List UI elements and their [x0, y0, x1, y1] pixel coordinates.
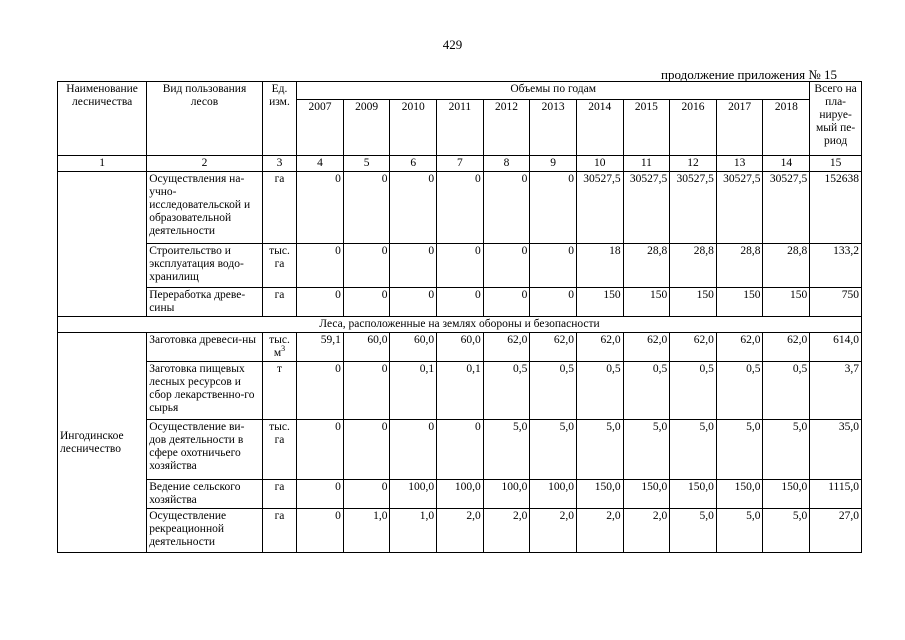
volume-value: 150,0: [623, 480, 670, 509]
header-use: Вид пользования лесов: [147, 82, 263, 156]
volume-value: 0,5: [716, 362, 763, 420]
unit-text: га: [274, 481, 285, 493]
table-row: [58, 333, 862, 362]
section-title: Леса, расположенные на землях обороны и безопасности: [58, 317, 862, 333]
volume-value: 28,8: [623, 244, 670, 288]
volume-value: 0: [530, 172, 577, 244]
unit: [262, 244, 296, 288]
unit-text: т: [276, 363, 282, 375]
forest-use-table: [57, 81, 862, 553]
column-number: 10: [576, 156, 623, 172]
volume-value: 0: [437, 420, 484, 480]
unit-text: га: [274, 510, 285, 522]
volume-value: 2,0: [483, 509, 530, 553]
volume-value: 0: [483, 244, 530, 288]
volume-value: 0: [390, 288, 437, 317]
header-year: 2009: [343, 100, 390, 156]
volume-value: 0: [343, 288, 390, 317]
volume-value: 0,5: [530, 362, 577, 420]
volume-value: 0: [297, 362, 344, 420]
volume-value: 0,5: [763, 362, 810, 420]
volume-value: 150,0: [763, 480, 810, 509]
use-type: Осуществление рекреационной деятельности: [147, 509, 263, 553]
header-year: 2018: [763, 100, 810, 156]
volume-value: 0,5: [576, 362, 623, 420]
volume-value: 5,0: [716, 509, 763, 553]
volume-value: 5,0: [670, 420, 717, 480]
volume-value: 2,0: [576, 509, 623, 553]
section-row: [58, 317, 862, 333]
volume-value: 100,0: [483, 480, 530, 509]
volume-value: 28,8: [716, 244, 763, 288]
volume-value: 0: [343, 420, 390, 480]
unit: [262, 420, 296, 480]
use-type: Заготовка пищевых лесных ресурсов и сбор лекарственно-го сырья: [147, 362, 263, 420]
header-year: 2010: [390, 100, 437, 156]
header-year: 2016: [670, 100, 717, 156]
volume-value: 0: [343, 362, 390, 420]
volume-value: 5,0: [530, 420, 577, 480]
page-number: 429: [442, 37, 463, 52]
volume-value: 62,0: [623, 333, 670, 362]
unit: [262, 333, 296, 362]
volume-value: 28,8: [763, 244, 810, 288]
volume-value: 5,0: [763, 420, 810, 480]
volume-value: 2,0: [530, 509, 577, 553]
forestry-name: [58, 172, 147, 317]
volume-value: 60,0: [390, 333, 437, 362]
use-type: Строительство и эксплуатация водо-хранилищ: [147, 244, 263, 288]
volume-value: 62,0: [716, 333, 763, 362]
volume-value: 0: [297, 480, 344, 509]
volume-value: 30527,5: [670, 172, 717, 244]
volume-value: 150,0: [576, 480, 623, 509]
volume-value: 30527,5: [716, 172, 763, 244]
header-volumes: Объемы по годам: [297, 82, 810, 100]
volume-value: 150: [670, 288, 717, 317]
volume-value: 59,1: [297, 333, 344, 362]
volume-value: 0: [297, 288, 344, 317]
column-number: 9: [530, 156, 577, 172]
volume-value: 0,5: [483, 362, 530, 420]
volume-value: 0: [437, 244, 484, 288]
unit-text: тыс. га: [269, 245, 290, 270]
header-unit: Ед. изм.: [262, 82, 296, 156]
unit: [262, 172, 296, 244]
table-row: [58, 244, 862, 288]
volume-value: 150: [716, 288, 763, 317]
volume-value: 62,0: [530, 333, 577, 362]
volume-value: 30527,5: [763, 172, 810, 244]
volume-value: 150,0: [716, 480, 763, 509]
volume-value: 0: [297, 509, 344, 553]
volume-value: 62,0: [763, 333, 810, 362]
volume-value: 5,0: [763, 509, 810, 553]
volume-value: 0: [437, 172, 484, 244]
use-type: Ведение сельского хозяйства: [147, 480, 263, 509]
volume-value: 0,5: [670, 362, 717, 420]
use-type: Заготовка древеси-ны: [147, 333, 263, 362]
total-value: 27,0: [810, 509, 862, 553]
volume-value: 5,0: [716, 420, 763, 480]
volume-value: 62,0: [483, 333, 530, 362]
volume-value: 30527,5: [576, 172, 623, 244]
total-value: 35,0: [810, 420, 862, 480]
forestry-name: Ингодинское лесничество: [58, 333, 147, 553]
volume-value: 5,0: [483, 420, 530, 480]
header-year: 2012: [483, 100, 530, 156]
column-number: 2: [147, 156, 263, 172]
volume-value: 0: [390, 244, 437, 288]
volume-value: 0: [530, 244, 577, 288]
unit-text: га: [274, 173, 285, 185]
volume-value: 0: [483, 288, 530, 317]
use-type: Осуществления на-учно-исследовательской и образовательной деятельности: [147, 172, 263, 244]
volume-value: 62,0: [670, 333, 717, 362]
volume-value: 30527,5: [623, 172, 670, 244]
volume-value: 60,0: [343, 333, 390, 362]
volume-value: 150: [576, 288, 623, 317]
column-number: 1: [58, 156, 147, 172]
volume-value: 28,8: [670, 244, 717, 288]
volume-value: 5,0: [623, 420, 670, 480]
unit: [262, 288, 296, 317]
column-number: 7: [437, 156, 484, 172]
table-row: [58, 288, 862, 317]
volume-value: 2,0: [437, 509, 484, 553]
volume-value: 0: [297, 420, 344, 480]
volume-value: 0: [343, 480, 390, 509]
column-number: 4: [297, 156, 344, 172]
column-number: 6: [390, 156, 437, 172]
volume-value: 0: [530, 288, 577, 317]
volume-value: 150,0: [670, 480, 717, 509]
unit: [262, 509, 296, 553]
table-row: [58, 509, 862, 553]
volume-value: 0: [437, 288, 484, 317]
volume-value: 0,1: [437, 362, 484, 420]
column-number: 3: [262, 156, 296, 172]
total-value: 133,2: [810, 244, 862, 288]
continuation-caption: продолжение приложения № 15: [661, 67, 837, 82]
header-year: 2014: [576, 100, 623, 156]
volume-value: 5,0: [576, 420, 623, 480]
unit-superscript: 3: [281, 344, 286, 354]
volume-value: 0: [343, 244, 390, 288]
volume-value: 0: [390, 420, 437, 480]
header-year: 2011: [437, 100, 484, 156]
header-forestry: Наименование лесничества: [58, 82, 147, 156]
unit: [262, 480, 296, 509]
volume-value: 62,0: [576, 333, 623, 362]
volume-value: 18: [576, 244, 623, 288]
use-type: Осуществление ви-дов деятельности в сфере охотничьего хозяйства: [147, 420, 263, 480]
volume-value: 150: [623, 288, 670, 317]
column-number: 14: [763, 156, 810, 172]
volume-value: 0: [483, 172, 530, 244]
volume-value: 100,0: [390, 480, 437, 509]
table-row: [58, 172, 862, 244]
volume-value: 1,0: [390, 509, 437, 553]
column-number: 13: [716, 156, 763, 172]
unit-text: тыс. м: [269, 334, 290, 359]
column-number: 5: [343, 156, 390, 172]
column-number: 15: [810, 156, 862, 172]
unit-text: тыс. га: [269, 421, 290, 446]
header-year: 2015: [623, 100, 670, 156]
volume-value: 0: [297, 244, 344, 288]
volume-value: 0,1: [390, 362, 437, 420]
header-total: Всего на пла-нируе-мый пе-риод: [810, 82, 862, 156]
column-number: 11: [623, 156, 670, 172]
header-year: 2013: [530, 100, 577, 156]
volume-value: 0: [297, 172, 344, 244]
volume-value: 0: [390, 172, 437, 244]
total-value: 152638: [810, 172, 862, 244]
volume-value: 100,0: [530, 480, 577, 509]
header-year: 2017: [716, 100, 763, 156]
volume-value: 150: [763, 288, 810, 317]
unit: [262, 362, 296, 420]
column-number: 12: [670, 156, 717, 172]
table-row: [58, 480, 862, 509]
unit-text: га: [274, 289, 285, 301]
header-year: 2007: [297, 100, 344, 156]
volume-value: 2,0: [623, 509, 670, 553]
total-value: 614,0: [810, 333, 862, 362]
table-row: [58, 362, 862, 420]
total-value: 750: [810, 288, 862, 317]
table-row: [58, 420, 862, 480]
volume-value: 60,0: [437, 333, 484, 362]
volume-value: 1,0: [343, 509, 390, 553]
use-type: Переработка древе-сины: [147, 288, 263, 317]
volume-value: 0,5: [623, 362, 670, 420]
total-value: 3,7: [810, 362, 862, 420]
volume-value: 100,0: [437, 480, 484, 509]
volume-value: 5,0: [670, 509, 717, 553]
total-value: 1115,0: [810, 480, 862, 509]
column-number: 8: [483, 156, 530, 172]
volume-value: 0: [343, 172, 390, 244]
